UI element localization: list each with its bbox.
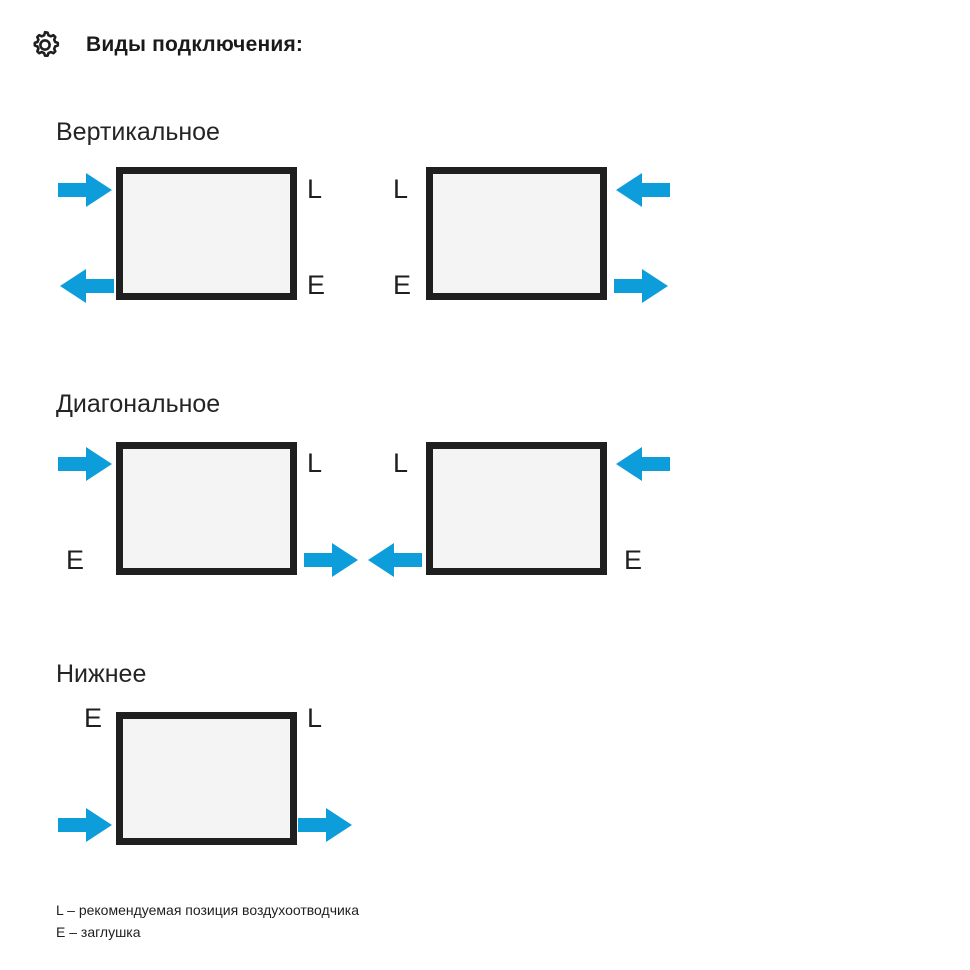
section-vertical [0,118,970,318]
port-label-E: E [84,703,103,733]
port-label-E: E [393,270,412,300]
port-label-E: E [624,545,643,575]
section-title-bottom: Нижнее [56,660,147,688]
arrow-out-bottom-left-icon [366,540,418,580]
port-label-L: L [393,448,409,478]
arrow-out-bottom-right-icon [304,540,356,580]
section-diagonal [0,390,970,590]
arrow-out-bottom-right-icon [614,266,666,306]
arrow-in-top-left-icon [58,170,110,210]
arrow-in-top-right-icon [614,170,666,210]
legend [56,900,359,943]
header [28,28,303,62]
radiator-box [426,167,607,300]
arrow-in-bottom-left-icon [58,805,110,845]
section-title-diagonal: Диагональное [56,390,221,418]
section-title-vertical: Вертикальное [56,118,220,146]
port-label-L: L [393,174,409,204]
legend-line-1: L – рекомендуемая позиция воздухоотводчика [56,902,360,918]
port-label-L: L [307,174,323,204]
radiator-box [116,167,297,300]
radiator-box [116,442,297,575]
port-label-L: L [307,448,323,478]
port-label-L: L [307,703,323,733]
gear-icon [28,28,62,62]
arrow-in-top-right-icon [614,444,666,484]
port-label-E: E [307,270,326,300]
arrow-out-bottom-left-icon [58,266,110,306]
arrow-out-bottom-right-icon [298,805,350,845]
section-bottom [0,660,970,860]
legend-line-2: E – заглушка [56,923,141,940]
port-label-E: E [66,545,85,575]
radiator-box [426,442,607,575]
arrow-in-top-left-icon [58,444,110,484]
page-title: Виды подключения: [86,33,304,56]
radiator-box [116,712,297,845]
